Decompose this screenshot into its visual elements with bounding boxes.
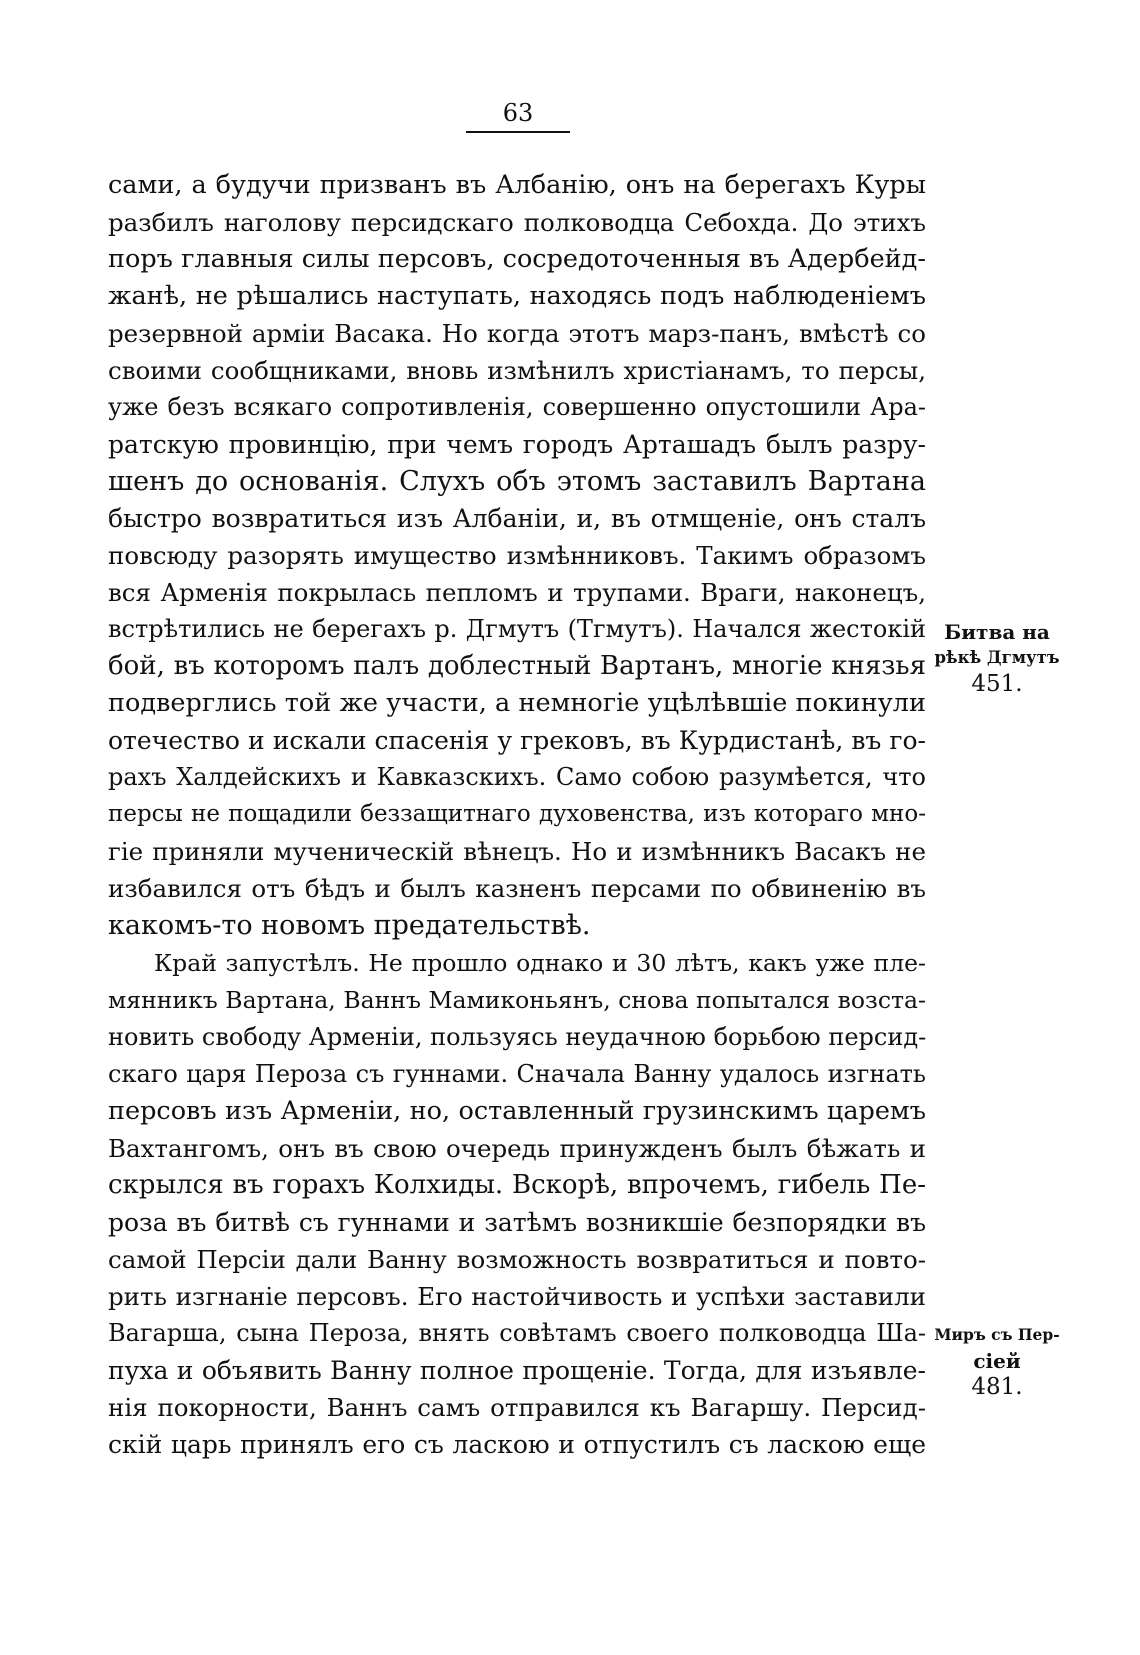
margin-note-peace — [934, 1322, 1060, 1400]
text-line: ратскую провинцію, при чемъ городъ Арташадъ былъ разру- — [108, 430, 926, 459]
margin-note-year: 451. — [971, 671, 1023, 697]
text-line: Вагарша, сына Пероза, внять совѣтамъ своего полководца Ша- — [108, 1319, 926, 1347]
text-line: поръ главныя силы персовъ, сосредоточенныя въ Адербейд- — [108, 244, 926, 274]
text-line: Вахтангомъ, онъ въ свою очередь принужденъ былъ бѣжать и — [108, 1134, 926, 1163]
text-line: повсюду разорять имущество измѣнниковъ. Такимъ образомъ — [108, 541, 926, 570]
text-line: мянникъ Вартана, Ваннъ Мамиконьянъ, снова попытался возста- — [108, 986, 926, 1014]
text-line: скій царь принялъ его съ ласкою и отпустилъ съ ласкою еще — [108, 1430, 926, 1459]
text-line: новить свободу Арменіи, пользуясь неудачною борьбою персид- — [108, 1023, 927, 1051]
margin-note-line: рѣкѣ Дгмутъ — [934, 648, 1060, 667]
text-line: быстро возвратиться изъ Албаніи, и, въ отмщеніе, онъ сталъ — [108, 504, 926, 533]
text-line: скрылся въ горахъ Колхиды. Вскорѣ, впрочемъ, гибель Пе- — [108, 1170, 926, 1200]
text-line: рахъ Халдейскихъ и Кавказскихъ. Само собою разумѣется, что — [108, 763, 926, 791]
text-line: вся Арменія покрылась пепломъ и трупами. Враги, наконецъ, — [108, 578, 926, 607]
text-line: роза въ битвѣ съ гуннами и затѣмъ возникшіе безпорядки въ — [108, 1208, 926, 1237]
text-line: шенъ до основанія. Слухъ объ этомъ заставилъ Вартана — [108, 466, 926, 497]
text-line: подверглись той же участи, а немногіе уцѣлѣвшіе покинули — [108, 688, 926, 718]
text-line: персовъ изъ Арменіи, но, оставленный грузинскимъ царемъ — [108, 1096, 926, 1126]
text-line: отечество и искали спасенія у грековъ, въ Курдистанѣ, въ го- — [108, 726, 926, 755]
text-line: жанѣ, не рѣшались наступать, находясь подъ наблюденіемъ — [108, 281, 926, 311]
page-number-rule — [466, 131, 570, 133]
text-line: Край запустѣлъ. Не прошло однако и 30 лѣтъ, какъ уже пле- — [154, 949, 926, 977]
margin-note-battle — [934, 619, 1060, 697]
text-line: рить изгнаніе персовъ. Его настойчивость и успѣхи заставили — [108, 1282, 926, 1311]
text-line: встрѣтились не берегахъ р. Дгмутъ (Тгмутъ). Начался жестокій — [108, 615, 926, 643]
paragraph-2 — [108, 945, 926, 1463]
text-line: избавился отъ бѣдъ и былъ казненъ персами по обвиненію въ — [108, 874, 926, 903]
text-line: резервной арміи Васака. Но когда этотъ марз-панъ, вмѣстѣ со — [108, 319, 926, 348]
text-line: сами, а будучи призванъ въ Албанію, онъ на берегахъ Куры — [108, 170, 926, 200]
paragraph-1 — [108, 167, 926, 944]
text-line: персы не пощадили беззащитнаго духовенства, изъ котораго мно- — [108, 801, 926, 827]
text-line: разбилъ наголову персидскаго полководца Себохда. До этихъ — [108, 208, 926, 237]
text-line: бой, въ которомъ палъ доблестный Вартанъ, многіе князья — [108, 651, 926, 681]
margin-note-line: Битва на — [944, 620, 1050, 644]
text-line: нія покорности, Ваннъ самъ отправился къ Вагаршу. Персид- — [108, 1393, 926, 1422]
margin-note-year: 481. — [971, 1374, 1023, 1400]
text-line: самой Персіи дали Ванну возможность возвратиться и повто- — [108, 1245, 926, 1274]
page-number: 63 — [502, 99, 534, 127]
text-line: уже безъ всякаго сопротивленія, совершенно опустошили Ара- — [108, 393, 926, 421]
text-line: пуха и объявить Ванну полное прощеніе. Тогда, для изъявле- — [108, 1356, 926, 1385]
text-line: гіе приняли мученическій вѣнецъ. Но и измѣнникъ Васакъ не — [108, 837, 926, 866]
text-line: какомъ-то новомъ предательствѣ. — [108, 910, 591, 941]
text-line: скаго царя Пероза съ гуннами. Сначала Ванну удалось изгнать — [108, 1060, 926, 1088]
margin-note-line: Миръ съ Пер- — [934, 1325, 1060, 1344]
text-line: своими сообщниками, вновь измѣнилъ христіанамъ, то персы, — [108, 356, 926, 385]
margin-note-line: сіей — [973, 1349, 1021, 1373]
